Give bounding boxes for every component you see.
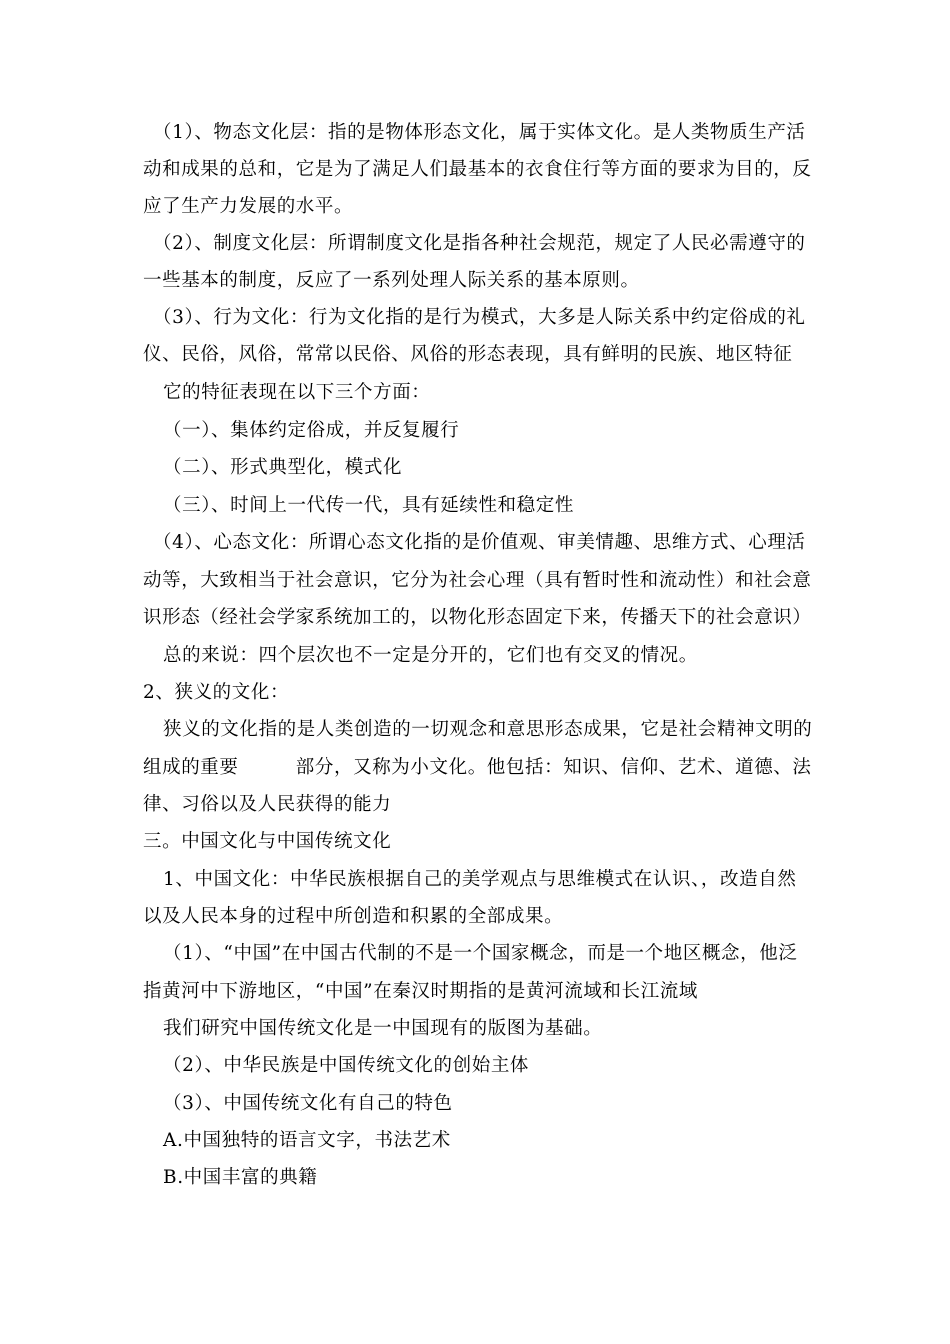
text-line: 1、中国文化：中华民族根据自己的美学观点与思维模式在认识、，改造自然 [163,869,797,890]
text-line: 组成的重要 部分，又称为小文化。他包括：知识、信仰、艺术、道德、法 [143,757,812,778]
text-line: B.中国丰富的典籍 [163,1167,318,1188]
text-line: （4）、心态文化：所谓心态文化指的是价值观、审美情趣、思维方式、心理活 [153,532,806,553]
text-line: 律、习俗以及人民获得的能力 [143,794,392,815]
text-line: （2）、中华民族是中国传统文化的创始主体 [163,1055,530,1076]
text-line: 指黄河中下游地区，“中国”在秦汉时期指的是黄河流域和长江流域 [143,981,698,1002]
text-line: 应了生产力发展的水平。 [143,196,354,217]
text-line: 一些基本的制度，反应了一系列处理人际关系的基本原则。 [143,270,640,291]
text-line: （三）、时间上一代传一代，具有延续性和稳定性 [163,495,574,516]
text-line: （1）、物态文化层：指的是物体形态文化，属于实体文化。是人类物质生产活 [153,122,806,143]
section-heading: 三。中国文化与中国传统文化 [143,831,392,852]
text-line: （3）、中国传统文化有自己的特色 [163,1093,453,1114]
text-line: （2）、制度文化层：所谓制度文化是指各种社会规范，规定了人民必需遵守的 [153,233,806,254]
text-line: 动等，大致相当于社会意识，它分为社会心理（具有暂时性和流动性）和社会意 [143,570,812,591]
text-line: 仪、民俗，风俗，常常以民俗、风俗的形态表现，具有鲜明的民族、地区特征 [143,344,793,365]
section-heading: 2、狭义的文化： [143,682,290,703]
text-line: A.中国独特的语言文字，书法艺术 [163,1130,451,1151]
text-line: 它的特征表现在以下三个方面： [163,382,431,403]
text-line: 识形态（经社会学家系统加工的，以物化形态固定下来，传播天下的社会意识） [143,607,812,628]
text-line: （一）、集体约定俗成，并反复履行 [163,420,460,441]
text-line: （二）、形式典型化，模式化 [163,457,403,478]
text-line: 狭义的文化指的是人类创造的一切观念和意思形态成果，它是社会精神文明的 [163,719,813,740]
text-line: 以及人民本身的过程中所创造和积累的全部成果。 [143,906,564,927]
text-line: 动和成果的总和，它是为了满足人们最基本的衣食住行等方面的要求为目的，反 [143,159,812,180]
text-line: （1）、“中国”在中国古代制的不是一个国家概念，而是一个地区概念，他泛 [163,943,798,964]
text-line: 总的来说：四个层次也不一定是分开的，它们也有交叉的情况。 [163,645,698,666]
text-line: （3）、行为文化：行为文化指的是行为模式，大多是人际关系中约定俗成的礼 [153,307,806,328]
text-line: 我们研究中国传统文化是一中国现有的版图为基础。 [163,1018,603,1039]
